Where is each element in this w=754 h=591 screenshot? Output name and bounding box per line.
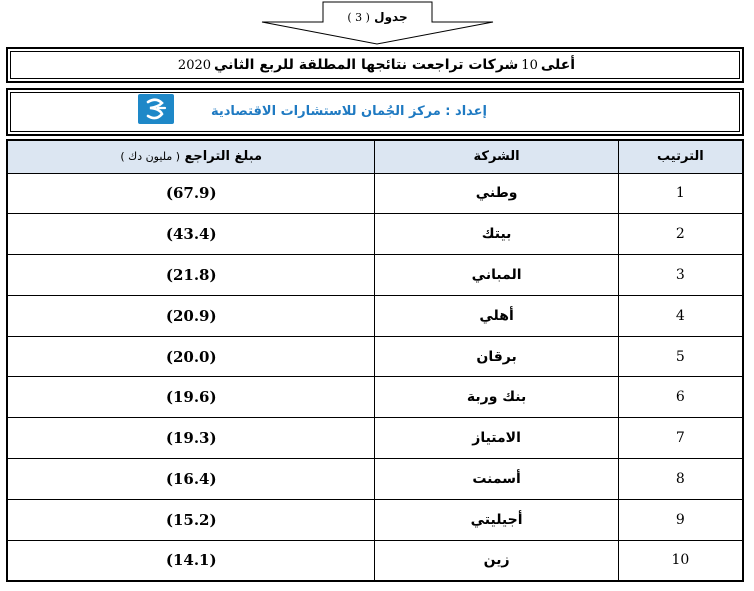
rank-cell: 3 — [618, 255, 743, 296]
source-banner — [6, 88, 744, 136]
source-text: إعداد : مركز الجُمان للاستشارات الاقتصادية — [210, 104, 487, 119]
header-rank: الترتيب — [618, 140, 743, 173]
table-number-word: جدول — [374, 10, 408, 24]
rank-cell: 5 — [618, 336, 743, 377]
company-cell: بنك وربة — [375, 377, 618, 418]
table-title — [6, 47, 744, 83]
header-amount-label: مبلغ التراجع — [184, 149, 263, 165]
amount-cell: (21.8) — [7, 255, 375, 296]
title-count: 10 — [521, 57, 538, 73]
title-year: 2020 — [177, 57, 212, 73]
table-row — [7, 377, 743, 418]
amount-cell: (20.9) — [7, 295, 375, 336]
table-header-row — [7, 140, 743, 173]
header-company: الشركة — [375, 140, 618, 173]
company-cell: أسمنت — [375, 459, 618, 500]
rank-cell: 10 — [618, 540, 743, 581]
company-cell: وطني — [375, 173, 618, 214]
table-row — [7, 459, 743, 500]
rank-cell: 8 — [618, 459, 743, 500]
amount-cell: (20.0) — [7, 336, 375, 377]
table-row — [7, 214, 743, 255]
rank-cell: 6 — [618, 377, 743, 418]
rank-cell: 2 — [618, 214, 743, 255]
title-middle: شركات تراجعت نتائجها المطلقة للربع الثاني — [214, 57, 519, 73]
table-row — [7, 418, 743, 459]
table-number-value: ( 3 ) — [347, 11, 370, 24]
table-row — [7, 540, 743, 581]
amount-cell: (19.3) — [7, 418, 375, 459]
table-row — [7, 255, 743, 296]
amount-cell: (16.4) — [7, 459, 375, 500]
company-cell: أهلي — [375, 295, 618, 336]
jumaan-logo-icon — [138, 94, 174, 124]
amount-cell: (67.9) — [7, 173, 375, 214]
amount-cell: (15.2) — [7, 499, 375, 540]
company-cell: أجيليتي — [375, 499, 618, 540]
amount-cell: (43.4) — [7, 214, 375, 255]
table-row — [7, 336, 743, 377]
table-number-label — [255, 10, 500, 24]
title-prefix: أعلى — [540, 57, 576, 73]
table-row — [7, 499, 743, 540]
table-row — [7, 295, 743, 336]
company-cell: برقان — [375, 336, 618, 377]
amount-cell: (14.1) — [7, 540, 375, 581]
company-cell: زين — [375, 540, 618, 581]
rank-cell: 4 — [618, 295, 743, 336]
amount-cell: (19.6) — [7, 377, 375, 418]
table-row — [7, 173, 743, 214]
rank-cell: 1 — [618, 173, 743, 214]
table-number-arrow — [255, 0, 500, 46]
company-cell: المباني — [375, 255, 618, 296]
company-cell: الامتياز — [375, 418, 618, 459]
company-cell: بيتك — [375, 214, 618, 255]
results-table — [6, 139, 744, 582]
header-amount — [7, 140, 375, 173]
rank-cell: 7 — [618, 418, 743, 459]
header-amount-unit: ( مليون دك ) — [120, 150, 181, 164]
table-body — [7, 173, 743, 581]
rank-cell: 9 — [618, 499, 743, 540]
